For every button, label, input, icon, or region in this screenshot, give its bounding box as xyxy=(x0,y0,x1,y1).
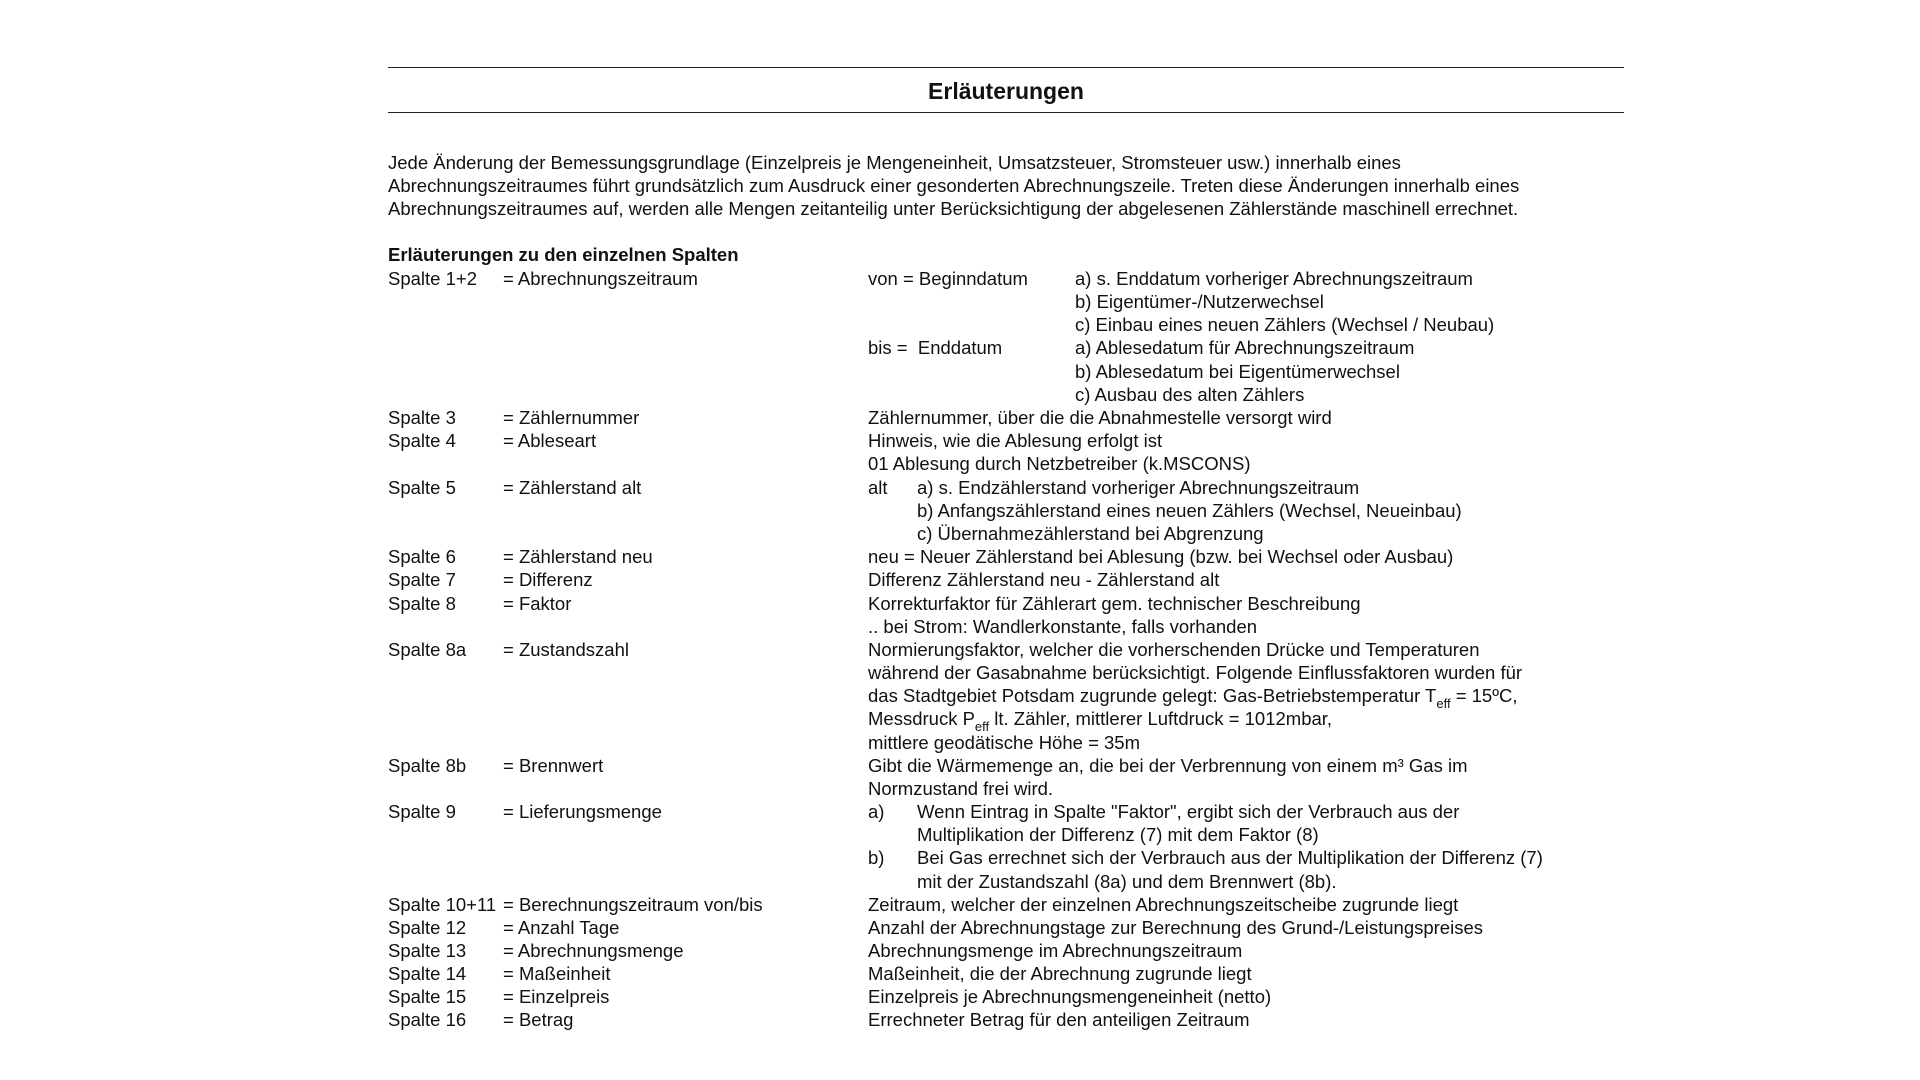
description: Multiplikation der Differenz (7) mit dem Faktor (8) xyxy=(917,824,1319,845)
description: Korrekturfaktor für Zählerart gem. technischer Beschreibung xyxy=(868,593,1361,614)
column-name: = Betrag xyxy=(503,1009,574,1030)
text-segment: lt. Zähler, mittlerer Luftdruck = 1012mbar, xyxy=(989,708,1333,729)
column-number: Spalte 13 xyxy=(388,940,467,961)
column-number: Spalte 8b xyxy=(388,755,467,776)
top-rule xyxy=(388,67,1624,68)
description: Hinweis, wie die Ablesung erfolgt ist xyxy=(868,430,1163,451)
description xyxy=(868,684,1518,711)
column-number: Spalte 7 xyxy=(388,569,456,590)
von-item: b) Eigentümer-/Nutzerwechsel xyxy=(1075,291,1324,312)
alt-label: alt xyxy=(868,477,888,498)
column-name: = Abrechnungsmenge xyxy=(503,940,684,961)
column-name: = Zählerstand alt xyxy=(503,477,642,498)
column-number: Spalte 6 xyxy=(388,546,456,567)
column-name: = Faktor xyxy=(503,593,572,614)
description: Maßeinheit, die der Abrechnung zugrunde liegt xyxy=(868,963,1252,984)
text-segment: Messdruck P xyxy=(868,708,975,729)
column-number: Spalte 3 xyxy=(388,407,456,428)
bis-label: bis = Enddatum xyxy=(868,337,1003,358)
column-name: = Differenz xyxy=(503,569,593,590)
column-name: = Zählerstand neu xyxy=(503,546,653,567)
description: Gibt die Wärmemenge an, die bei der Verbrennung von einem m³ Gas im xyxy=(868,755,1468,776)
column-number: Spalte 15 xyxy=(388,986,467,1007)
description: Bei Gas errechnet sich der Verbrauch aus der Multiplikation der Differenz (7) xyxy=(917,847,1543,868)
column-number: Spalte 8 xyxy=(388,593,456,614)
description: Anzahl der Abrechnungstage zur Berechnung des Grund-/Leistungspreises xyxy=(868,917,1483,938)
column-number: Spalte 5 xyxy=(388,477,456,498)
description: Zählernummer, über die die Abnahmestelle versorgt wird xyxy=(868,407,1332,428)
description: 01 Ablesung durch Netzbetreiber (k.MSCONS) xyxy=(868,453,1251,474)
description: während der Gasabnahme berücksichtigt. Folgende Einflussfaktoren wurden für xyxy=(868,662,1523,683)
section-heading: Erläuterungen zu den einzelnen Spalten xyxy=(388,244,739,265)
alt-item: c) Übernahmezählerstand bei Abgrenzung xyxy=(917,523,1264,544)
column-name: = Zustandszahl xyxy=(503,639,629,660)
column-number: Spalte 14 xyxy=(388,963,467,984)
column-name: = Anzahl Tage xyxy=(503,917,620,938)
title-underline xyxy=(388,112,1624,113)
description: Wenn Eintrag in Spalte "Faktor", ergibt sich der Verbrauch aus der xyxy=(917,801,1460,822)
column-number: Spalte 10+11 xyxy=(388,894,497,915)
intro-paragraph xyxy=(388,151,1624,220)
column-name: = Abrechnungszeitraum xyxy=(503,268,698,289)
intro-line: Abrechnungszeitraumes führt grundsätzlich zum Ausdruck einer gesonderten Abrechnungszeile. Treten diese Änderungen innerhalb eines xyxy=(388,175,1520,196)
text-segment: = 15ºC, xyxy=(1450,685,1518,706)
list-marker: b) xyxy=(868,847,885,868)
description: Zeitraum, welcher der einzelnen Abrechnungszeitscheibe zugrunde liegt xyxy=(868,894,1459,915)
subscript: eff xyxy=(974,719,990,734)
description: Differenz Zählerstand neu - Zählerstand alt xyxy=(868,569,1220,590)
von-item: c) Einbau eines neuen Zählers (Wechsel / Neubau) xyxy=(1075,314,1495,335)
intro-line: Abrechnungszeitraumes auf, werden alle Mengen zeitanteilig unter Berücksichtigung der abgelesenen Zählerstände maschinell errechnet. xyxy=(388,198,1519,219)
column-number: Spalte 4 xyxy=(388,430,456,451)
list-marker: a) xyxy=(868,801,885,822)
page-title: Erläuterungen xyxy=(928,78,1084,104)
column-number: Spalte 12 xyxy=(388,917,467,938)
alt-item: a) s. Endzählerstand vorheriger Abrechnungszeitraum xyxy=(917,477,1360,498)
column-name: = Maßeinheit xyxy=(503,963,611,984)
description: neu = Neuer Zählerstand bei Ablesung (bzw. bei Wechsel oder Ausbau) xyxy=(868,546,1454,567)
column-number: Spalte 8a xyxy=(388,639,467,660)
column-number: Spalte 9 xyxy=(388,801,456,822)
von-label: von = Beginndatum xyxy=(868,268,1028,289)
description: Normierungsfaktor, welcher die vorherschenden Drücke und Temperaturen xyxy=(868,639,1480,660)
text-segment: das Stadtgebiet Potsdam zugrunde gelegt: Gas-Betriebstemperatur T xyxy=(868,685,1437,706)
von-item: a) s. Enddatum vorheriger Abrechnungszeitraum xyxy=(1075,268,1473,289)
column-name: = Berechnungszeitraum von/bis xyxy=(503,894,763,915)
alt-item: b) Anfangszählerstand eines neuen Zählers (Wechsel, Neueinbau) xyxy=(917,500,1462,521)
description: Einzelpreis je Abrechnungsmengeneinheit (netto) xyxy=(868,986,1272,1007)
bis-item: a) Ablesedatum für Abrechnungszeitraum xyxy=(1075,337,1415,358)
subscript: eff xyxy=(1436,696,1451,711)
bis-item: c) Ausbau des alten Zählers xyxy=(1075,384,1305,405)
column-number: Spalte 1+2 xyxy=(388,268,477,289)
description: Errechneter Betrag für den anteiligen Zeitraum xyxy=(868,1009,1250,1030)
column-name: = Ableseart xyxy=(503,430,597,451)
description: Abrechnungsmenge im Abrechnungszeitraum xyxy=(868,940,1243,961)
column-name: = Zählernummer xyxy=(503,407,640,428)
description: Normzustand frei wird. xyxy=(868,778,1054,799)
description: mit der Zustandszahl (8a) und dem Brennwert (8b). xyxy=(917,871,1337,892)
column-name: = Brennwert xyxy=(503,755,604,776)
column-name: = Einzelpreis xyxy=(503,986,610,1007)
description: mittlere geodätische Höhe = 35m xyxy=(868,732,1140,753)
description: .. bei Strom: Wandlerkonstante, falls vorhanden xyxy=(868,616,1258,637)
column-number: Spalte 16 xyxy=(388,1009,467,1030)
bis-item: b) Ablesedatum bei Eigentümerwechsel xyxy=(1075,361,1400,382)
intro-line: Jede Änderung der Bemessungsgrundlage (Einzelpreis je Mengeneinheit, Umsatzsteuer, Stromsteuer usw.) innerhalb eines xyxy=(388,152,1401,173)
column-name: = Lieferungsmenge xyxy=(503,801,662,822)
description xyxy=(868,707,1333,734)
